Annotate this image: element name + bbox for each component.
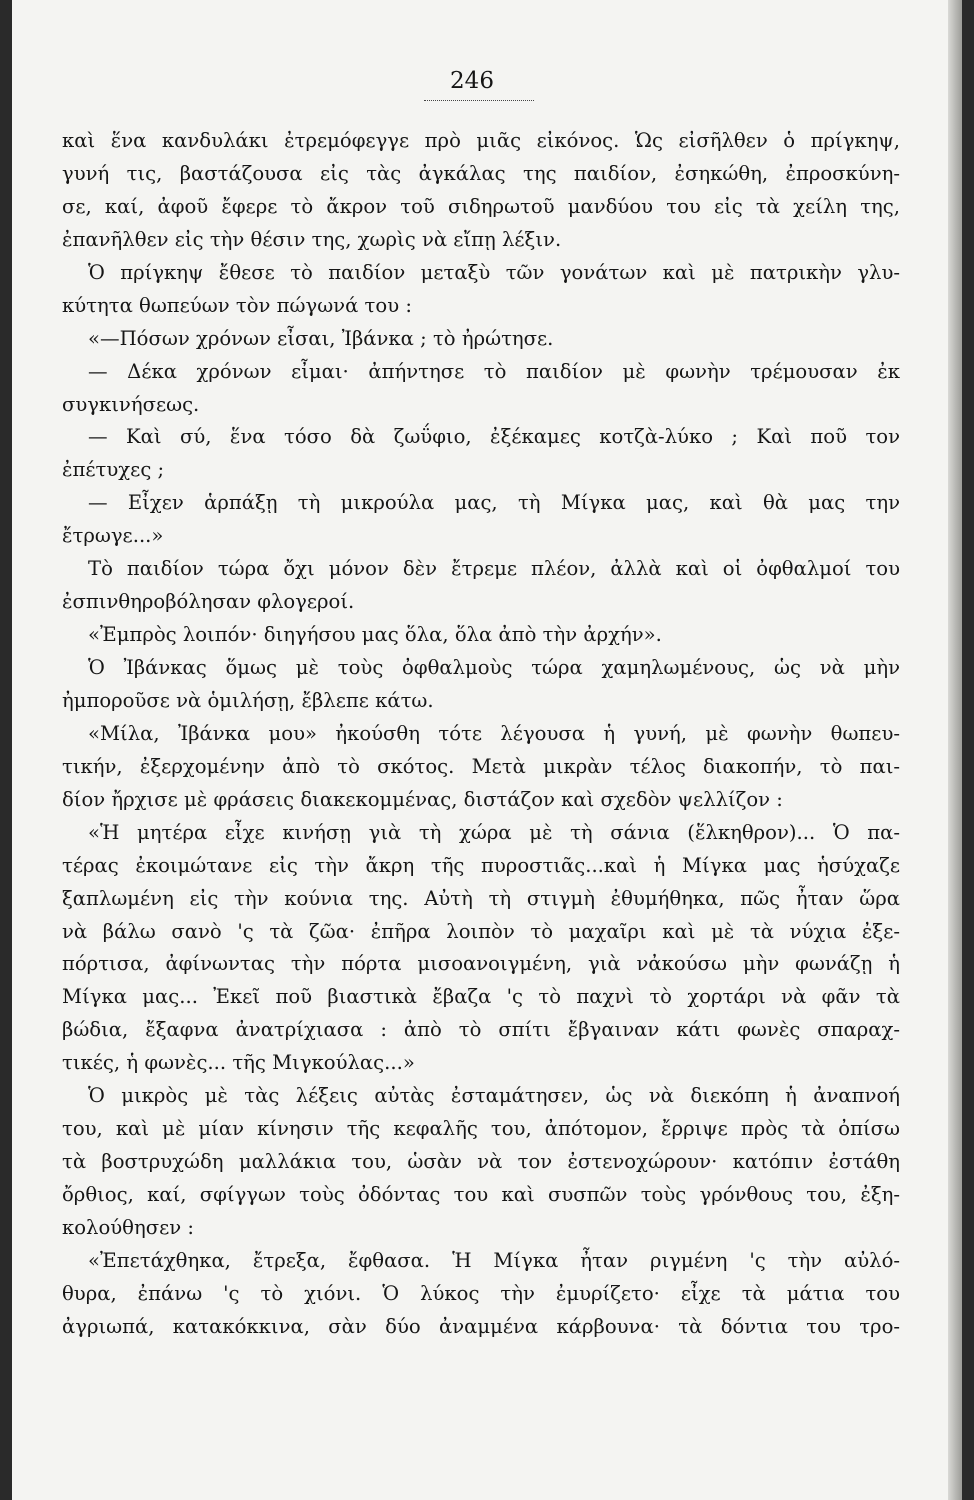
text-line: ξαπλωμένη εἰς τὴν κούνια της. Αὐτὴ τὴ στιγμὴ ἐθυμήθηκα, πῶς ἦταν ὥρα <box>62 886 900 910</box>
text-line: «Ἐπετάχθηκα, ἔτρεξα, ἔφθασα. Ἡ Μίγκα ἦταν ριγμένη 'ς τὴν αὐλό- <box>88 1248 900 1272</box>
page-edge-shadow <box>948 0 962 1500</box>
text-line: ἔτρωγε...» <box>62 524 164 548</box>
text-line: τέρας ἐκοιμώτανε εἰς τὴν ἄκρη τῆς πυροστιᾶς...καὶ ἡ Μίγκα μας ἡσύχαζε <box>62 853 900 877</box>
text-line: κολούθησεν : <box>62 1215 194 1239</box>
text-line: τὰ βοστρυχώδη μαλλάκια του, ὡσὰν νὰ τον ἐστενοχώρουν· κατόπιν ἐστάθη <box>62 1150 900 1174</box>
text-line: γυνή τις, βαστάζουσα εἰς τὰς ἀγκάλας της παιδίον, ἐσηκώθη, ἐπροσκύνη- <box>62 161 900 185</box>
page-number-rule <box>424 100 534 101</box>
text-line: ἐπανῆλθεν εἰς τὴν θέσιν της, χωρὶς νὰ εἴπῃ λέξιν. <box>62 227 562 251</box>
page-number: 246 <box>450 68 494 94</box>
text-line: θυρα, ἐπάνω 'ς τὸ χιόνι. Ὁ λύκος τὴν ἐμυρίζετο· εἶχε τὰ μάτια του <box>62 1281 900 1305</box>
text-line: — Δέκα χρόνων εἶμαι· ἀπήντησε τὸ παιδίον μὲ φωνὴν τρέμουσαν ἐκ <box>88 359 900 383</box>
text-line: Τὸ παιδίον τώρα ὄχι μόνον δὲν ἔτρεμε πλέον, ἀλλὰ καὶ οἱ ὀφθαλμοί του <box>88 557 900 581</box>
text-line: ἐπέτυχες ; <box>62 458 165 482</box>
text-line: ἀγριωπά, κατακόκκινα, σὰν δύο ἀναμμένα κάρβουνα· τὰ δόντια του τρο- <box>62 1314 900 1338</box>
body-text <box>62 125 900 1344</box>
text-line: τικές, ἡ φωνὲς... τῆς Μιγκούλας...» <box>62 1051 415 1075</box>
text-line: ἐσπινθηροβόλησαν φλογεροί. <box>62 590 355 614</box>
text-line: ἠμποροῦσε νὰ ὁμιλήσῃ, ἔβλεπε κάτω. <box>62 688 434 712</box>
book-page <box>12 0 962 1500</box>
text-line: Ὁ Ἰβάνκας ὅμως μὲ τοὺς ὀφθαλμοὺς τώρα χαμηλωμένους, ὡς νὰ μὴν <box>88 656 900 679</box>
text-line: κύτητα θωπεύων τὸν πώγωνά του : <box>62 293 412 317</box>
text-line: του, καὶ μὲ μίαν κίνησιν τῆς κεφαλῆς του, ἀπότομον, ἔρριψε πρὸς τὰ ὀπίσω <box>62 1117 900 1141</box>
text-line: Ὁ πρίγκηψ ἔθεσε τὸ παιδίον μεταξὺ τῶν γονάτων καὶ μὲ πατρικὴν γλυ- <box>88 260 900 284</box>
text-line: πόρτισα, ἀφίνωντας τὴν πόρτα μισοανοιγμένη, γιὰ νἀκούσω μὴν φωνάζῃ ἡ <box>62 952 900 976</box>
text-line: ὄρθιος, καί, σφίγγων τοὺς ὀδόντας του καὶ συσπῶν τοὺς γρόνθους του, ἐξη- <box>62 1183 900 1206</box>
text-line: «Μίλα, Ἰβάνκα μου» ἠκούσθη τότε λέγουσα ἡ γυνή, μὲ φωνὴν θωπευ- <box>88 721 900 745</box>
text-line: «—Πόσων χρόνων εἶσαι, Ἰβάνκα ; τὸ ἠρώτησε. <box>88 326 554 350</box>
text-line: Μίγκα μας... Ἐκεῖ ποῦ βιαστικὰ ἔβαζα 'ς τὸ παχνὶ τὸ χορτάρι νὰ φᾶν τὰ <box>62 985 900 1009</box>
text-line: καὶ ἕνα κανδυλάκι ἐτρεμόφεγγε πρὸ μιᾶς εἰκόνος. Ὡς εἰσῆλθεν ὁ πρίγκηψ, <box>62 129 900 152</box>
text-line: «Ἡ μητέρα εἶχε κινήσῃ γιὰ τὴ χώρα μὲ τὴ σάνια (ἕλκηθρον)... Ὁ πα- <box>88 820 900 844</box>
text-line: τικήν, ἐξερχομένην ἀπὸ τὸ σκότος. Μετὰ μικρὰν τέλος διακοπήν, τὸ παι- <box>62 754 900 778</box>
text-line: — Εἶχεν ἁρπάξῃ τὴ μικρούλα μας, τὴ Μίγκα μας, καὶ θὰ μας την <box>88 491 900 515</box>
text-line: — Καὶ σύ, ἕνα τόσο δὰ ζωΰφιο, ἐξέκαμες κοτζὰ-λύκο ; Καὶ ποῦ τον <box>88 425 900 449</box>
text-line: «Ἐμπρὸς λοιπόν· διηγήσου μας ὅλα, ὅλα ἀπὸ τὴν ἀρχήν». <box>88 623 662 647</box>
text-line: συγκινήσεως. <box>62 392 200 416</box>
text-line: νὰ βάλω σανὸ 'ς τὰ ζῶα· ἐπῆρα λοιπὸν τὸ μαχαῖρι καὶ μὲ τὰ νύχια ἐξε- <box>62 919 900 943</box>
text-line: δίον ἤρχισε μὲ φράσεις διακεκομμένας, διστάζον καὶ σχεδὸν ψελλίζον : <box>62 787 783 811</box>
text-line: Ὁ μικρὸς μὲ τὰς λέξεις αὐτὰς ἐσταμάτησεν, ὡς νὰ διεκόπη ἡ ἀναπνοή <box>88 1084 900 1108</box>
text-line: βώδια, ἔξαφνα ἀνατρίχιασα : ἀπὸ τὸ σπίτι ἔβγαιναν κάτι φωνὲς σπαραχ- <box>62 1018 900 1042</box>
text-line: σε, καί, ἀφοῦ ἔφερε τὸ ἄκρον τοῦ σιδηρωτοῦ μανδύου του εἰς τὰ χείλη της, <box>62 194 900 218</box>
